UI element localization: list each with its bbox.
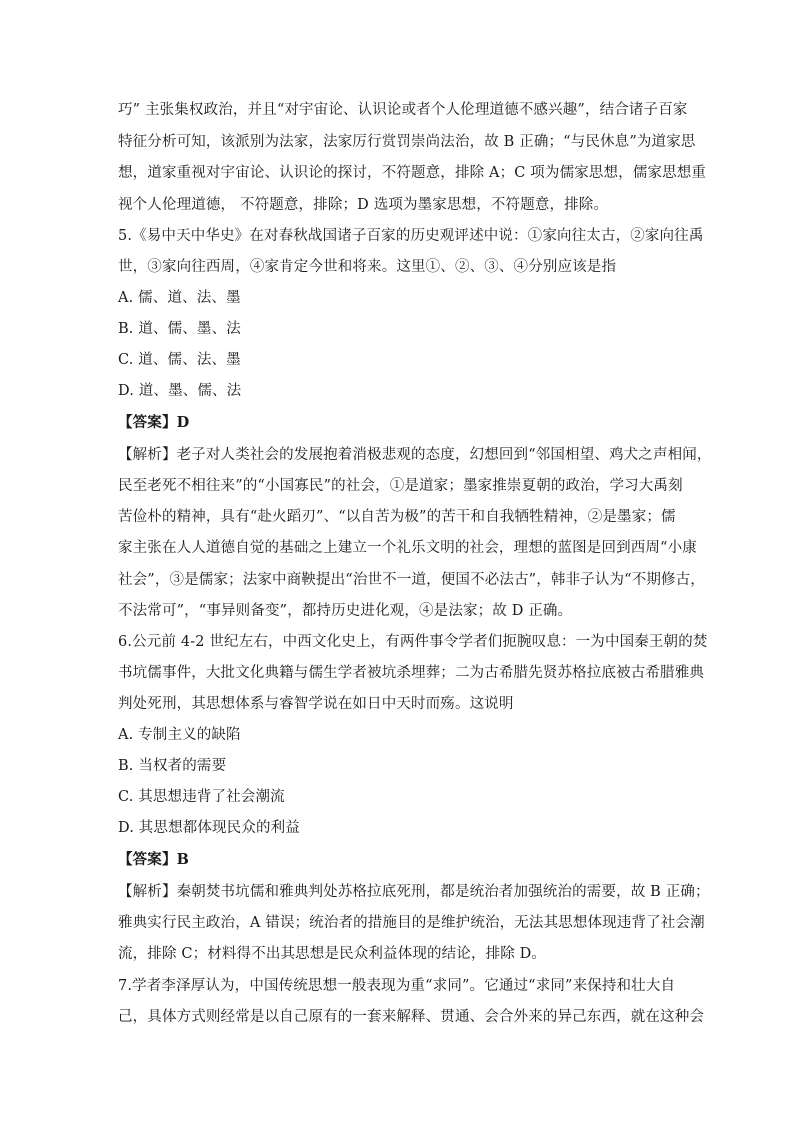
q5-explanation-line-3: 苦俭朴的精神，具有“赴火蹈刃”、“以自苦为极”的苦干和自我牺牲精神，②是墨家；儒	[118, 509, 676, 525]
q4-explanation-line-4: 视个人伦理道德， 不符题意，排除；D 选项为墨家思想，不符题意，排除。	[118, 197, 609, 213]
q5-explanation-line-5: 社会”，③是儒家；法家中商鞅提出“治世不一道，便国不必法古”，韩非子认为“不期修古，	[118, 572, 705, 588]
q5-answer: 【答案】D	[118, 414, 190, 431]
q5-option-a: A. 儒、道、法、墨	[118, 290, 241, 306]
q5-explanation-line-2: 民至老死不相往来”的“小国寡民”的社会，①是道家；墨家推崇夏朝的政治，学习大禹刻	[118, 478, 683, 494]
q6-option-c: C. 其思想违背了社会潮流	[118, 789, 285, 805]
q4-explanation-line-1: 巧” 主张集权政治，并且“对宇宙论、认识论或者个人伦理道德不感兴趣”，结合诸子百家	[118, 102, 688, 118]
q5-explanation-line-4: 家主张在人人道德自觉的基础之上建立一个礼乐文明的社会，理想的蓝图是回到西周“小康	[118, 540, 697, 556]
q7-stem-line-1: 7.学者李泽厚认为，中国传统思想一般表现为重“求同”。它通过“求同”来保持和壮大自	[118, 978, 676, 994]
q5-explanation-line-6: 不法常可”，“事异则备变”，都持历史进化观，④是法家；故 D 正确。	[118, 603, 573, 619]
q5-option-d: D. 道、墨、儒、法	[118, 383, 242, 399]
q4-explanation-line-3: 想，道家重视对宇宙论、认识论的探讨，不符题意，排除 A；C 项为儒家思想，儒家思想重	[118, 165, 707, 181]
q6-explanation-line-2: 雅典实行民主政治，A 错误；统治者的措施目的是维护统治，无法其思想体现违背了社会潮	[118, 915, 705, 931]
q4-explanation-line-2: 特征分析可知，该派别为法家，法家厉行赏罚崇尚法治，故 B 正确；“与民休息”为道家思	[118, 134, 696, 150]
q5-option-c: C. 道、儒、法、墨	[118, 352, 241, 368]
q6-stem-line-1: 6.公元前 4-2 世纪左右，中西文化史上，有两件事令学者们扼腕叹息：一为中国秦王朝的焚	[118, 634, 708, 650]
q6-explanation-line-3: 流，排除 C；材料得不出其思想是民众利益体现的结论，排除 D。	[118, 946, 547, 962]
q6-answer: 【答案】B	[118, 851, 190, 868]
q6-option-d: D. 其思想都体现民众的利益	[118, 820, 300, 836]
q6-explanation-line-1: 【解析】秦朝焚书坑儒和雅典判处苏格拉底死刑，都是统治者加强统治的需要，故 B 正确；	[118, 884, 710, 900]
q5-stem-line-1: 5.《易中天中华史》在对春秋战国诸子百家的历史观评述中说：①家向往太古，②家向往禹	[118, 228, 704, 244]
q5-option-b: B. 道、儒、墨、法	[118, 321, 241, 337]
q6-option-b: B. 当权者的需要	[118, 758, 227, 774]
q7-stem-line-2: 己，具体方式则经常是以自己原有的一套来解释、贯通、会合外来的异己东西，就在这种会	[118, 1009, 704, 1025]
q5-stem-line-2: 世，③家向往西周，④家肯定今世和将来。这里①、②、③、④分别应该是指	[118, 259, 617, 275]
q6-stem-line-3: 判处死刑，其思想体系与睿智学说在如日中天时而殇。这说明	[118, 696, 514, 712]
q5-explanation-line-1: 【解析】老子对人类社会的发展抱着消极悲观的态度，幻想回到“邻国相望、鸡犬之声相闻，	[118, 447, 712, 463]
q6-option-a: A. 专制主义的缺陷	[118, 727, 241, 743]
q6-stem-line-2: 书坑儒事件，大批文化典籍与儒生学者被坑杀埋葬；二为古希腊先贤苏格拉底被古希腊雅典	[118, 665, 704, 681]
